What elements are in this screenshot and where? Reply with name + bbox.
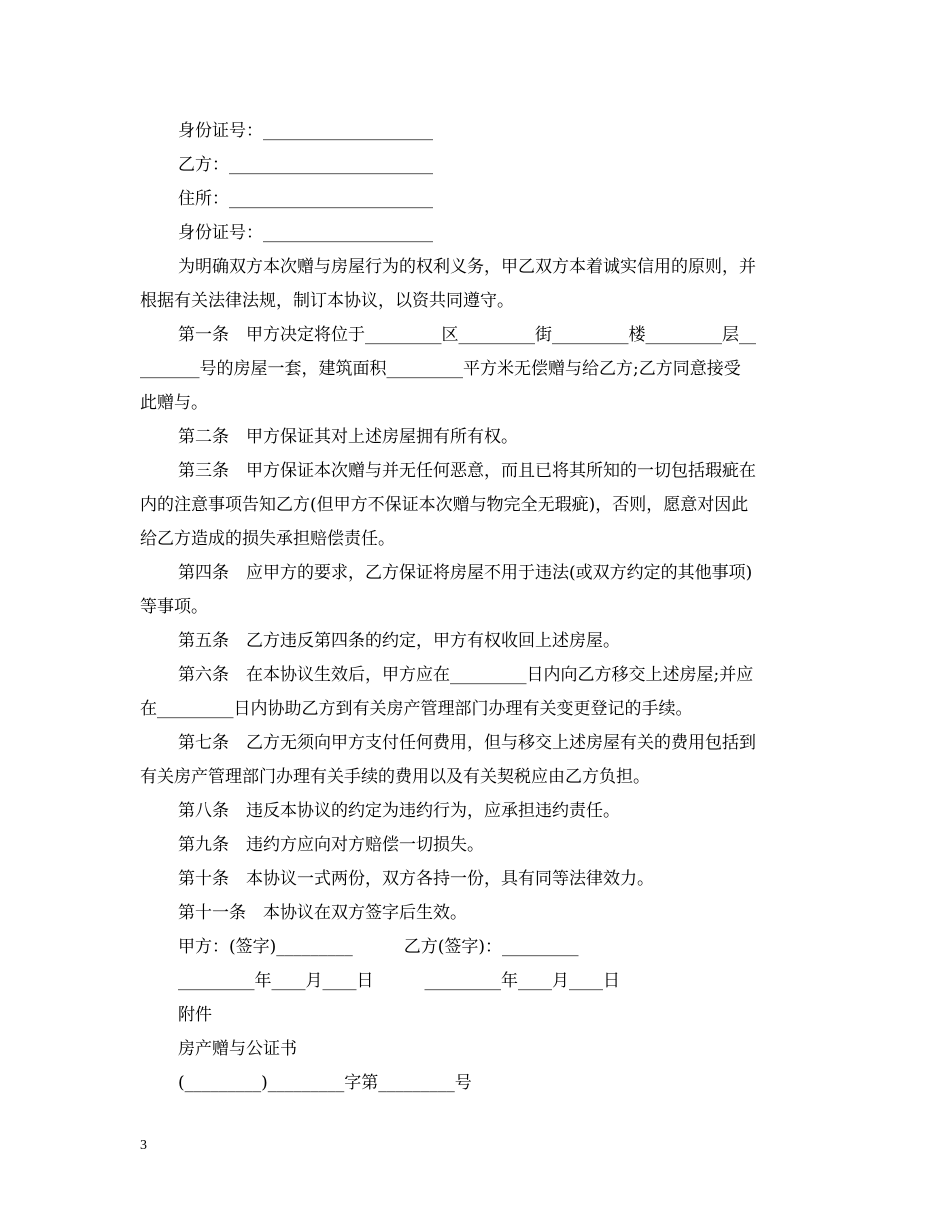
text-line: 身份证号：____________________ xyxy=(178,223,433,243)
text-line: 乙方：________________________ xyxy=(178,155,433,175)
text-line: 甲方：(签字)_________ 乙方(签字)：_________ xyxy=(178,937,579,957)
text-line: 附件 xyxy=(178,1005,212,1025)
text-line: 第八条 违反本协议的约定为违约行为，应承担违约责任。 xyxy=(178,801,620,821)
text-line: 为明确双方本次赠与房屋行为的权利义务，甲乙双方本着诚实信用的原则，并 xyxy=(178,257,756,277)
page-number: 3 xyxy=(140,1138,147,1153)
text-line: 第九条 违约方应向对方赔偿一切损失。 xyxy=(178,835,484,855)
text-line: 等事项。 xyxy=(140,597,208,617)
text-line: 第七条 乙方无须向甲方支付任何费用，但与移交上述房屋有关的费用包括到 xyxy=(178,733,756,753)
text-line: 第三条 甲方保证本次赠与并无任何恶意，而且已将其所知的一切包括瑕疵在 xyxy=(178,461,756,481)
text-line: (_________)_________字第_________号 xyxy=(178,1073,472,1093)
text-line: 房产赠与公证书 xyxy=(178,1039,297,1059)
text-line: 第一条 甲方决定将位于_________区_________街_________楼_________层__ xyxy=(178,325,756,345)
text-line: 给乙方造成的损失承担赔偿责任。 xyxy=(140,529,395,549)
text-line: 第十条 本协议一式两份，双方各持一份，具有同等法律效力。 xyxy=(178,869,654,889)
text-line: _________年____月____日 _________年____月____日 xyxy=(178,971,620,991)
text-line: 第十一条 本协议在双方签字后生效。 xyxy=(178,903,467,923)
text-line: _______号的房屋一套，建筑面积_________平方米无偿赠与给乙方;乙方同意接受 xyxy=(140,359,741,379)
text-line: 在_________日内协助乙方到有关房产管理部门办理有关变更登记的手续。 xyxy=(140,699,693,719)
text-line: 身份证号：____________________ xyxy=(178,121,433,141)
text-line: 有关房产管理部门办理有关手续的费用以及有关契税应由乙方负担。 xyxy=(140,767,650,787)
text-line: 第四条 应甲方的要求，乙方保证将房屋不用于违法(或双方约定的其他事项) xyxy=(178,563,753,583)
text-line: 此赠与。 xyxy=(140,393,208,413)
text-line: 第五条 乙方违反第四条的约定，甲方有权收回上述房屋。 xyxy=(178,631,620,651)
text-line: 第六条 在本协议生效后，甲方应在_________日内向乙方移交上述房屋;并应 xyxy=(178,665,754,685)
text-line: 根据有关法律法规，制订本协议，以资共同遵守。 xyxy=(140,291,514,311)
text-line: 第二条 甲方保证其对上述房屋拥有所有权。 xyxy=(178,427,518,447)
text-line: 内的注意事项告知乙方(但甲方不保证本次赠与物完全无瑕疵)，否则，愿意对因此 xyxy=(140,495,749,515)
text-line: 住所：________________________ xyxy=(178,189,433,209)
